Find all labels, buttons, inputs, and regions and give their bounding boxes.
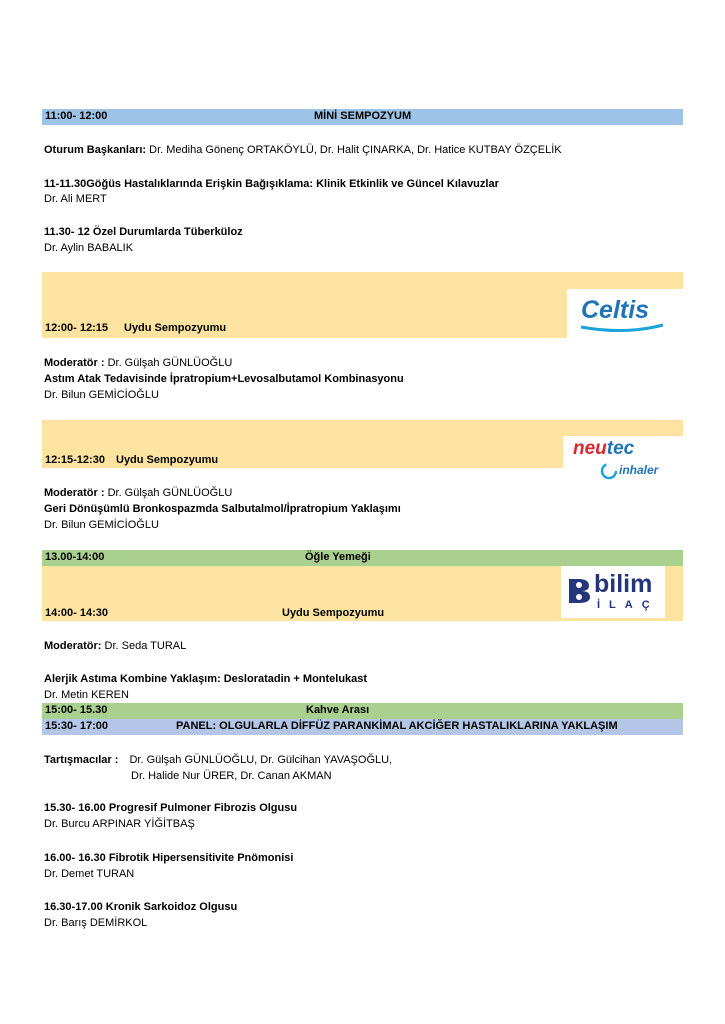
panel-header-bar (42, 719, 683, 735)
satellite2-talk-title: Geri Dönüşümlü Bronkospazmda Salbutalmol/İpratropium Yaklaşımı (44, 503, 401, 515)
panel-talk3-speaker: Dr. Barış DEMİRKOL (44, 917, 148, 929)
satellite1-talk-title: Astım Atak Tedavisinde İpratropium+Levosalbutamol Kombinasyonu (44, 373, 404, 385)
mini-symposium-title: MİNİ SEMPOZYUM (314, 110, 412, 122)
panel-talk1-title: 15.30- 16.00 Progresif Pulmoner Fibrozis Olgusu (44, 802, 298, 814)
panel-talk1-speaker: Dr. Burcu ARPINAR YİĞİTBAŞ (44, 818, 195, 830)
chairs-label: Oturum Başkanları: (44, 144, 147, 156)
coffee-time: 15:00- 15.30 (45, 704, 108, 716)
bilim-logo-word: bilim (594, 570, 653, 598)
neutec-logo-word (573, 438, 634, 460)
bilim-logo-sub: İLAÇ (597, 599, 659, 611)
mini-talk1-speaker: Dr. Ali MERT (44, 193, 107, 205)
neutec-logo (563, 436, 683, 486)
panel-title: PANEL: OLGULARLA DİFFÜZ PARANKİMAL AKCİĞER HASTALIKLARINA YAKLAŞIM (176, 720, 618, 732)
discussants-label: Tartışmacılar : (44, 754, 119, 766)
satellite1-title: Uydu Sempozyumu (124, 322, 227, 334)
moderator-label: Moderatör: (44, 640, 102, 652)
satellite3-time: 14:00- 14:30 (45, 607, 108, 619)
panel-discussants-line1 (44, 753, 392, 767)
coffee-title: Kahve Arası (306, 704, 370, 716)
neutec-logo-tec: tec (606, 438, 635, 459)
neutec-logo-neu: neu (573, 438, 607, 459)
panel-time: 15:30- 17:00 (45, 720, 108, 732)
panel-talk3-title: 16.30-17.00 Kronik Sarkoidoz Olgusu (44, 901, 238, 913)
moderator-name: Dr. Gülşah GÜNLÜOĞLU (107, 357, 233, 369)
satellite3-talk-title: Alerjik Astıma Kombine Yaklaşım: Desloratadin + Montelukast (44, 673, 368, 685)
moderator-label: Moderatör : (44, 487, 105, 499)
discussants-names-1: Dr. Gülşah GÜNLÜOĞLU, Dr. Gülcihan YAVAŞOĞLU, (129, 754, 393, 766)
moderator-name: Dr. Seda TURAL (104, 640, 187, 652)
satellite2-speaker: Dr. Bilun GEMİCİOĞLU (44, 519, 159, 531)
celtis-logo (567, 289, 683, 338)
chairs-names: Dr. Mediha Gönenç ORTAKÖYLÜ, Dr. Halit ÇINARKA, Dr. Hatice KUTBAY ÖZÇELİK (149, 144, 562, 156)
satellite2-title: Uydu Sempozyumu (116, 454, 219, 466)
lunch-bar (42, 550, 683, 566)
bilim-ilac-logo (561, 566, 665, 618)
inhaler-swirl-icon (599, 461, 619, 481)
mini-talk2-speaker: Dr. Aylin BABALIK (44, 242, 134, 254)
mini-symposium-time: 11:00- 12:00 (45, 110, 108, 122)
panel-discussants-line2: Dr. Halide Nur ÜRER, Dr. Canan AKMAN (131, 770, 332, 782)
lunch-time: 13.00-14:00 (45, 551, 105, 563)
satellite3-moderator-line (44, 639, 186, 653)
neutec-logo-sub: inhaler (619, 463, 659, 477)
satellite1-speaker: Dr. Bilun GEMİCİOĞLU (44, 389, 159, 401)
satellite1-moderator-line (44, 356, 232, 370)
satellite2-moderator-line (44, 486, 232, 500)
panel-talk2-title: 16.00- 16.30 Fibrotik Hipersensitivite Pnömonisi (44, 852, 294, 864)
moderator-label: Moderatör : (44, 357, 105, 369)
satellite2-time: 12:15-12:30 (45, 454, 105, 466)
mini-symposium-header-bar (42, 109, 683, 125)
coffee-break-bar (42, 703, 683, 719)
mini-chairs-line (44, 143, 562, 157)
bilim-mark-icon (566, 576, 592, 606)
celtis-logo-text: Celtis (581, 296, 650, 324)
panel-talk2-speaker: Dr. Demet TURAN (44, 868, 135, 880)
moderator-name: Dr. Gülşah GÜNLÜOĞLU (107, 487, 233, 499)
satellite3-speaker: Dr. Metin KEREN (44, 689, 129, 701)
mini-talk2-title: 11.30- 12 Özel Durumlarda Tüberküloz (44, 226, 243, 238)
satellite3-title: Uydu Sempozyumu (282, 607, 385, 619)
lunch-title: Öğle Yemeği (305, 551, 371, 563)
mini-talk1-title: 11-11.30Göğüs Hastalıklarında Erişkin Bağışıklama: Klinik Etkinlik ve Güncel Kılavuzlar (44, 178, 499, 190)
satellite1-time: 12:00- 12:15 (45, 322, 108, 334)
